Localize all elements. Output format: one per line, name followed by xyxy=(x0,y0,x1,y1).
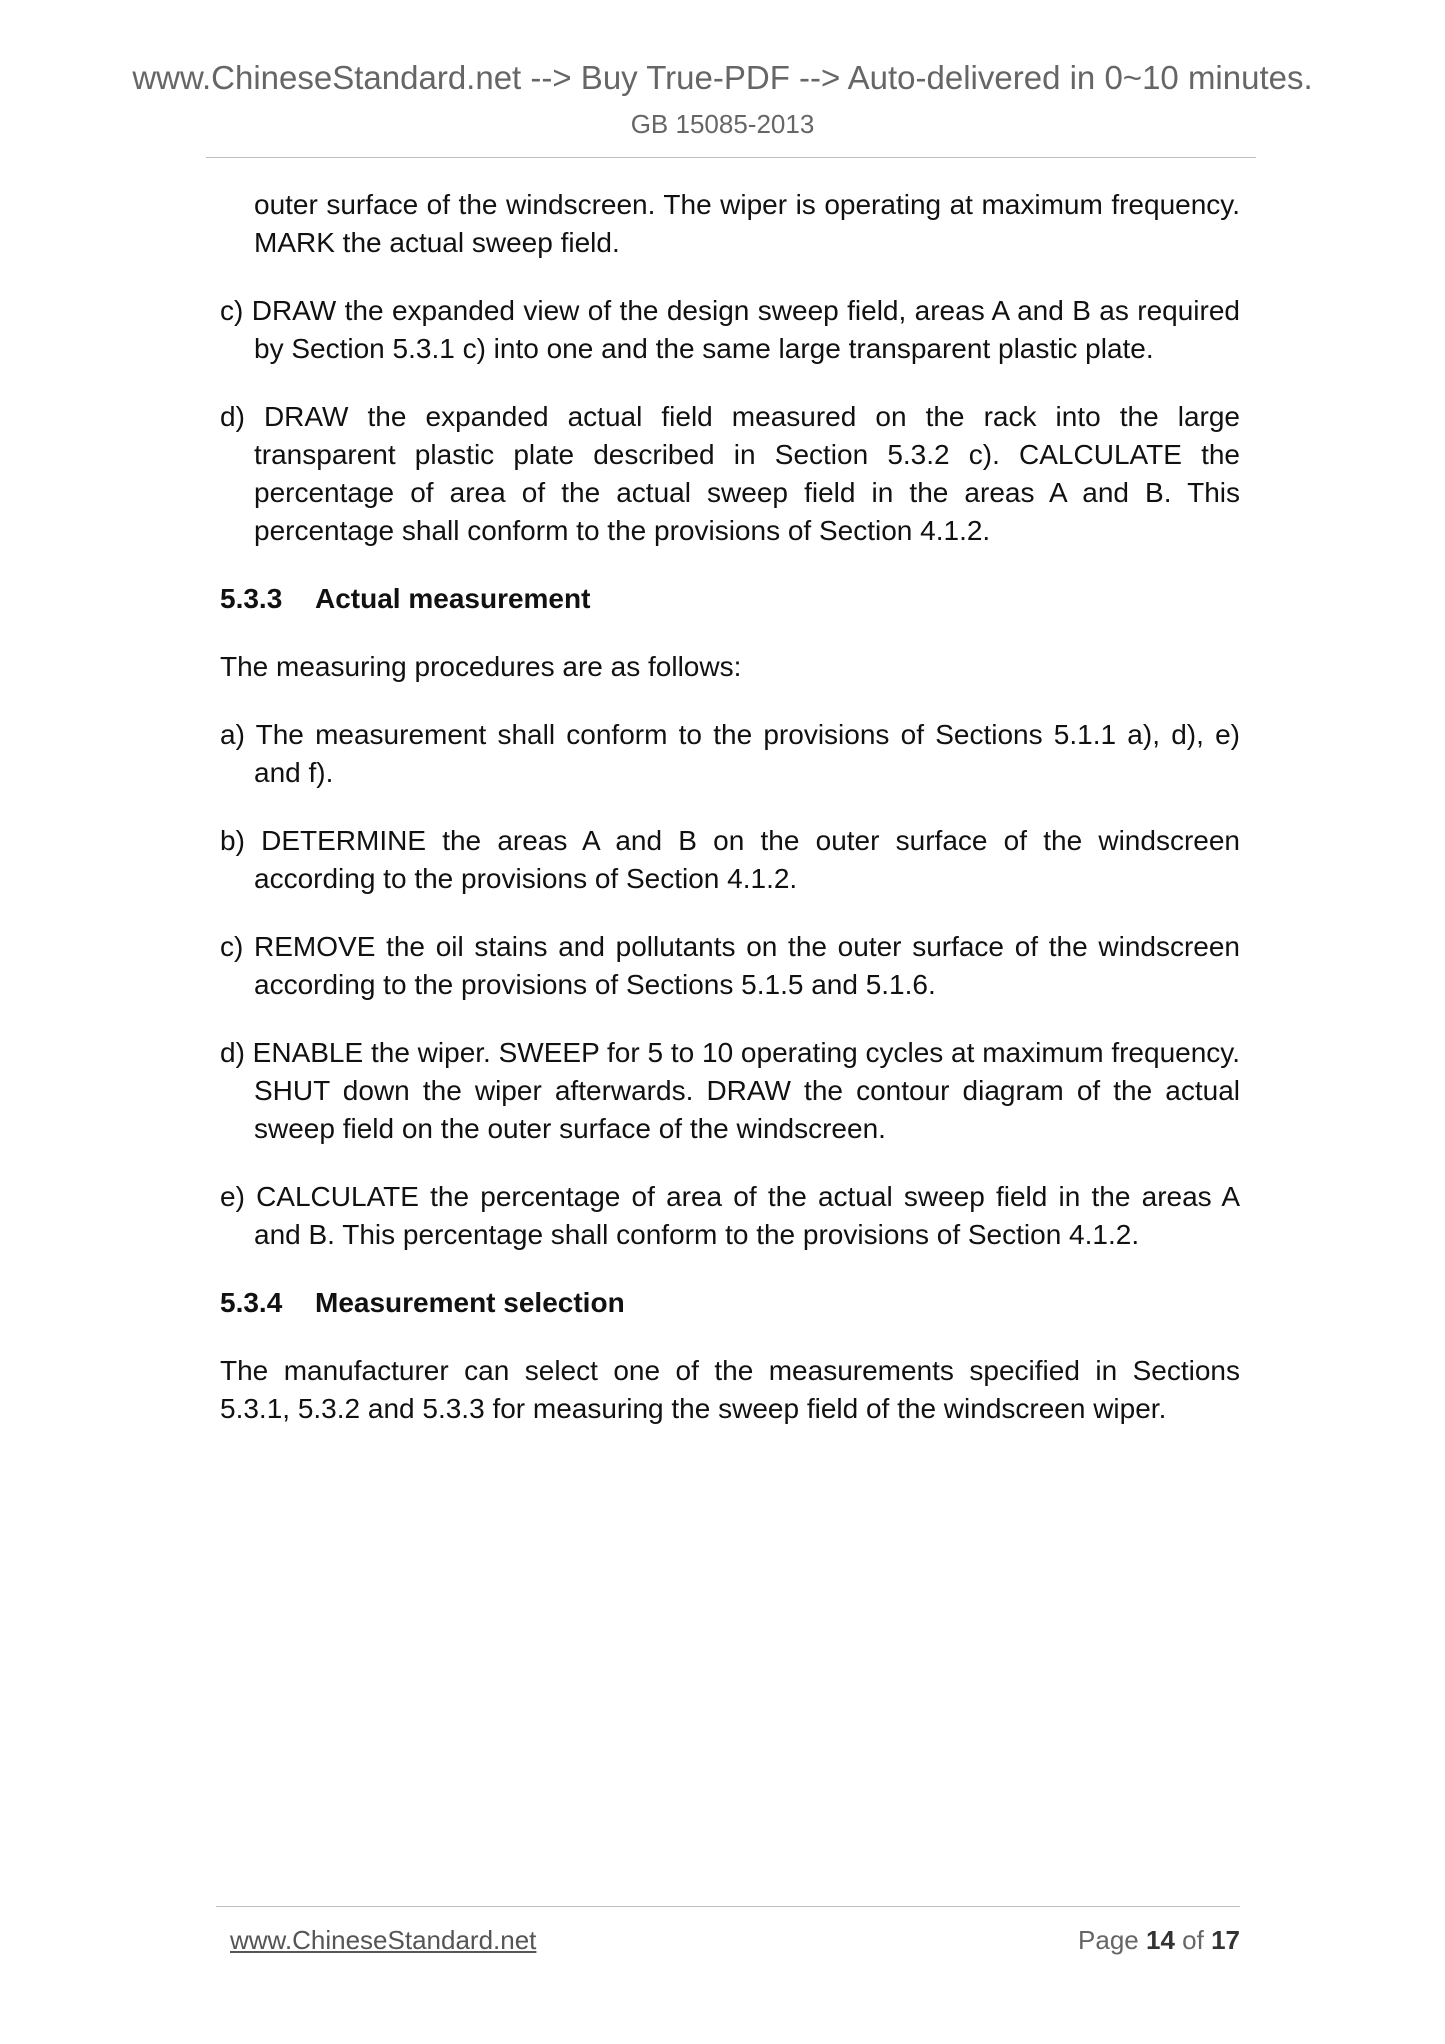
page-of-label: of xyxy=(1182,1925,1204,1955)
page-indicator xyxy=(1078,1924,1240,1956)
total-pages-number: 17 xyxy=(1211,1925,1240,1955)
continued-paragraph: outer surface of the windscreen. The wiper is operating at maximum frequency. MARK the actual sweep field. xyxy=(254,189,1240,258)
section-paragraph: The manufacturer can select one of the measurements specified in Sections 5.3.1, 5.3.2 and 5.3.3 for measuring the sweep field of the windscreen wiper. xyxy=(220,1355,1240,1424)
header-banner: www.ChineseStandard.net --> Buy True-PDF --> Auto-delivered in 0~10 minutes. xyxy=(132,59,1313,96)
list-item: e) CALCULATE the percentage of area of the actual sweep field in the areas A and B. This percentage shall conform to the provisions of Section 4.1.2. xyxy=(220,1181,1240,1250)
list-item-c: c) DRAW the expanded view of the design sweep field, areas A and B as required by Section 5.3.1 c) into one and the same large transparent plastic plate. xyxy=(220,295,1240,364)
footer-divider xyxy=(216,1906,1240,1907)
section-title: Measurement selection xyxy=(315,1287,625,1318)
list-item: a) The measurement shall conform to the provisions of Sections 5.1.1 a), d), e) and f). xyxy=(220,719,1240,788)
list-item: b) DETERMINE the areas A and B on the outer surface of the windscreen according to the provisions of Section 4.1.2. xyxy=(220,825,1240,894)
list-item-d: d) DRAW the expanded actual field measured on the rack into the large transparent plastic plate described in Section 5.3.2 c). CALCULATE the percentage of area of the actual sweep field in the areas A and B. This percentage shall conform to the provisions of Section 4.1.2. xyxy=(220,401,1240,546)
section-heading-5-3-3 xyxy=(220,580,1240,618)
current-page-number: 14 xyxy=(1146,1925,1175,1955)
list-item: c) REMOVE the oil stains and pollutants on the outer surface of the windscreen according to the provisions of Sections 5.1.5 and 5.1.6. xyxy=(220,931,1240,1000)
list-item: d) ENABLE the wiper. SWEEP for 5 to 10 operating cycles at maximum frequency. SHUT down the wiper afterwards. DRAW the contour diagram of the actual sweep field on the outer surface of the windscreen. xyxy=(220,1037,1240,1144)
page-label: Page xyxy=(1078,1925,1139,1955)
document-body xyxy=(220,186,1240,1458)
footer-website-link[interactable]: www.ChineseStandard.net xyxy=(230,1925,537,1955)
section-heading-5-3-4 xyxy=(220,1284,1240,1322)
section-title: Actual measurement xyxy=(315,583,591,614)
section-number: 5.3.3 xyxy=(220,583,283,614)
section-intro: The measuring procedures are as follows: xyxy=(220,651,742,682)
section-number: 5.3.4 xyxy=(220,1287,283,1318)
standard-number: GB 15085-2013 xyxy=(630,109,815,139)
header-divider xyxy=(206,157,1256,158)
